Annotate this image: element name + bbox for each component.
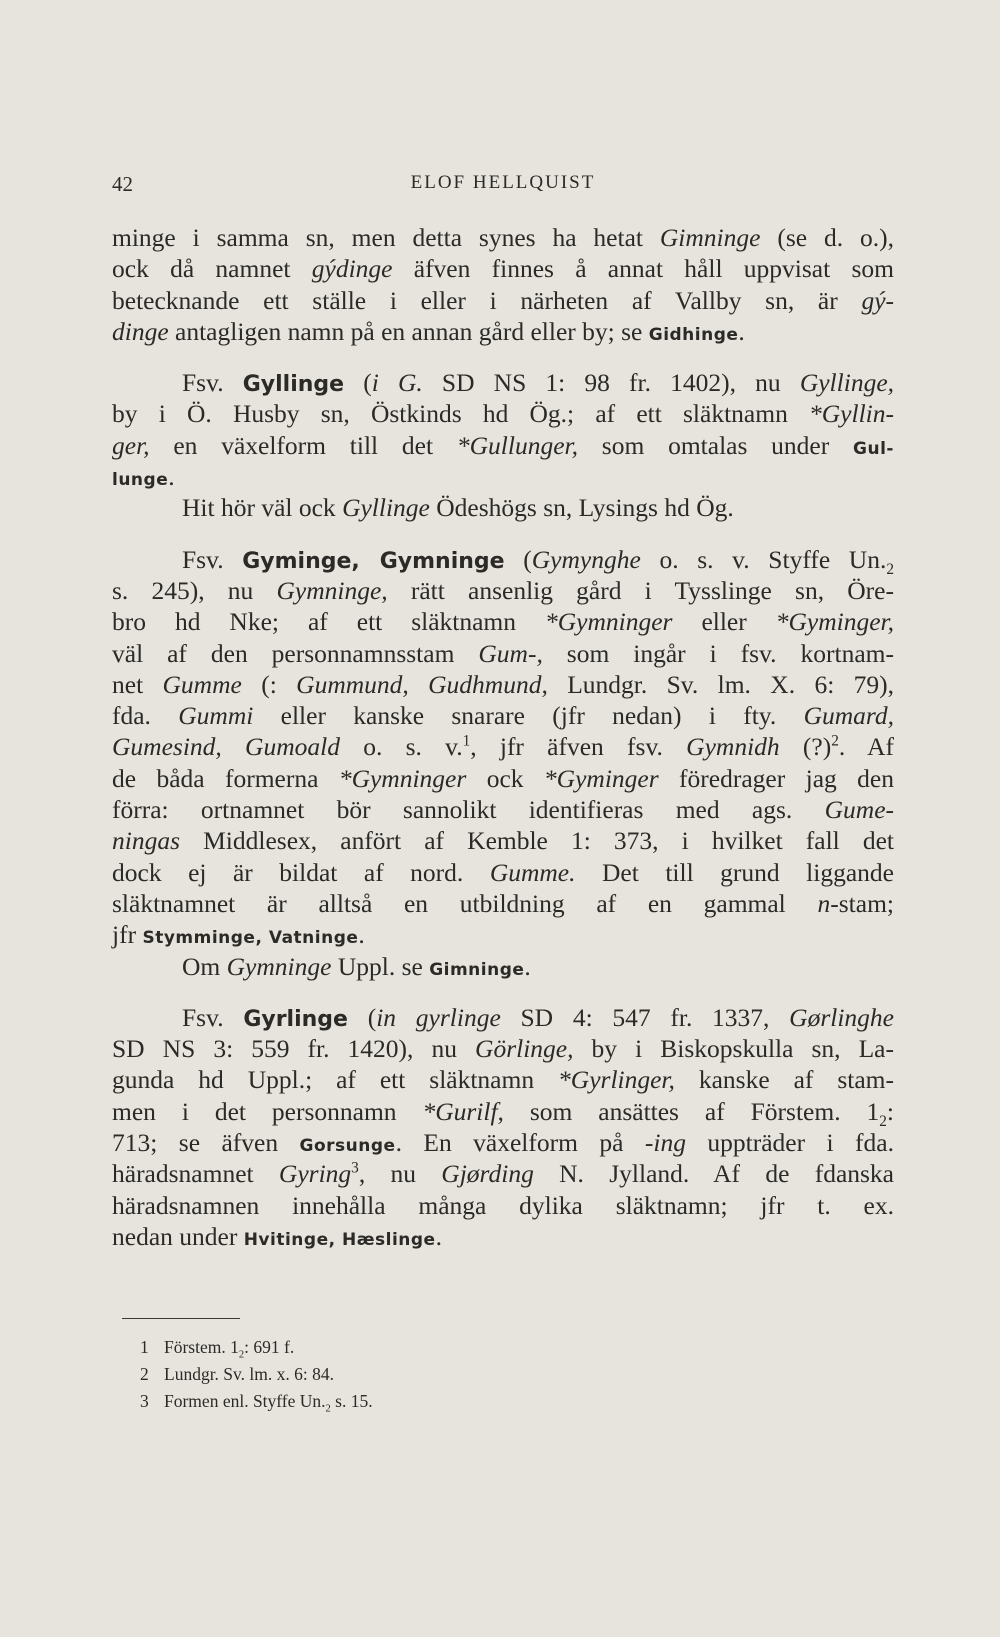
text-line: dock ej är bildat af nord. Gumme. Det till grund liggande: [112, 857, 894, 887]
text-line: 713; se äfven Gorsunge. En växelform på -ing uppträder i fda.: [112, 1128, 894, 1158]
page-header: [112, 172, 894, 202]
text-line: de båda formerna *Gymninger ock *Gyminger föredrager jag den: [112, 763, 894, 793]
footnote: 1 Förstem. $1_2$: 691 f.: [140, 1337, 295, 1361]
text-line: dinge antagligen namn på en annan gård eller by; se Gidhinge.: [112, 316, 745, 346]
text-line: minge i samma sn, men detta synes ha hetat Gimninge (se d. o.),: [112, 223, 894, 252]
cross-reference: Gul-: [853, 438, 894, 459]
entry-line: Fsv. Gyllinge (i G. SD NS 1: 98 fr. 1402), nu Gyllinge,: [182, 368, 895, 398]
text-line: net Gumme (: Gummund, Gudhmund, Lundgr. Sv. lm. X. 6: 79),: [112, 669, 895, 699]
text-line: by i Ö. Husby sn, Östkinds hd Ög.; af ett släktnamn *Gyllin-: [112, 399, 894, 429]
text-line: nedan under Hvitinge, Hæslinge.: [112, 1221, 442, 1251]
footnotes: [140, 1334, 373, 1415]
headword: Gyllinge: [242, 372, 345, 398]
text-line: häradsnamnet Gyring$^3$, nu Gjørding N. Jylland. Af de fdanska: [112, 1159, 895, 1189]
footnote-rule: [122, 1318, 240, 1319]
text-line: SD NS 3: 559 fr. 1420), nu Görlinge, by i Biskopskulla sn, La-: [112, 1034, 894, 1064]
text-line: ock då namnet gýdinge äfven finnes å annat håll uppvisat som: [112, 254, 894, 284]
text-line: häradsnamnen innehålla många dylika släktnamn; jfr t. ex.: [112, 1190, 894, 1220]
cross-reference: Hvitinge, Hæslinge: [243, 1229, 436, 1250]
text-line: släktnamnet är alltså en utbildning af en gammal n-stam;: [112, 888, 894, 918]
footnote: 3 Formen enl. Styffe $Un._2$ s. 15.: [140, 1391, 373, 1415]
cross-reference: lunge: [112, 470, 169, 491]
text-line: betecknande ett ställe i eller i närheten af Vallby sn, är gý-: [112, 285, 894, 315]
text-line: jfr Stymminge, Vatninge.: [112, 920, 365, 950]
text-line: väl af den personnamnsstam Gum-, som ingår i fsv. kortnam-: [112, 638, 894, 668]
text-line: fda. Gummi eller kanske snarare (jfr nedan) i fty. Gumard,: [112, 701, 894, 731]
cross-reference: Gidhinge: [648, 324, 739, 345]
text-line: ningas Middlesex, anfört af Kemble 1: 373, i hvilket fall det: [112, 826, 894, 856]
page-number: 42: [112, 172, 133, 196]
running-head: ELOF HELLQUIST: [410, 172, 596, 193]
headword: Gyminge, Gymninge: [242, 548, 505, 574]
text-line: Hit hör väl ock Gyllinge Ödeshögs sn, Lysings hd Ög.: [182, 493, 734, 523]
text-line: ger, en växelform till det *Gullunger, som omtalas under Gul-: [112, 430, 894, 460]
text-line: Gumesind, Gumoald o. s. v.$^1$, jfr äfven fsv. Gymnidh (?)$^2$. Af: [112, 732, 894, 762]
entry-line: Fsv. Gyrlinge (in gyrlinge SD 4: 547 fr. 1337, Gørlinghe: [182, 1002, 894, 1032]
cross-reference: Stymminge, Vatninge: [142, 928, 359, 949]
body-text: [112, 222, 894, 1252]
footnote: 2 Lundgr. Sv. lm. x. 6: 84.: [140, 1364, 334, 1384]
text-line: bro hd Nke; af ett släktnamn *Gymninger eller *Gyminger,: [112, 607, 894, 637]
text-line: lunge.: [112, 462, 175, 492]
entry-line: Fsv. Gyminge, Gymninge (Gymynghe o. s. v. Styffe $Un._2$: [182, 544, 895, 578]
headword: Gyrlinge: [243, 1006, 348, 1032]
text-line: förra: ortnamnet bör sannolikt identifieras med ags. Gume-: [112, 795, 894, 825]
cross-reference: Gimninge: [429, 959, 525, 980]
text-line: men i det personnamn *Gurilf, som ansättes af Förstem. $1_2$:: [112, 1096, 895, 1130]
text-line: gunda hd Uppl.; af ett släktnamn *Gyrlinger, kanske af stam-: [112, 1065, 894, 1095]
text-line: s. 245), nu Gymninge, rätt ansenlig gård i Tysslinge sn, Öre-: [112, 575, 894, 605]
text-line: Om Gymninge Uppl. se Gimninge.: [182, 951, 531, 981]
cross-reference: Gorsunge: [299, 1136, 396, 1157]
